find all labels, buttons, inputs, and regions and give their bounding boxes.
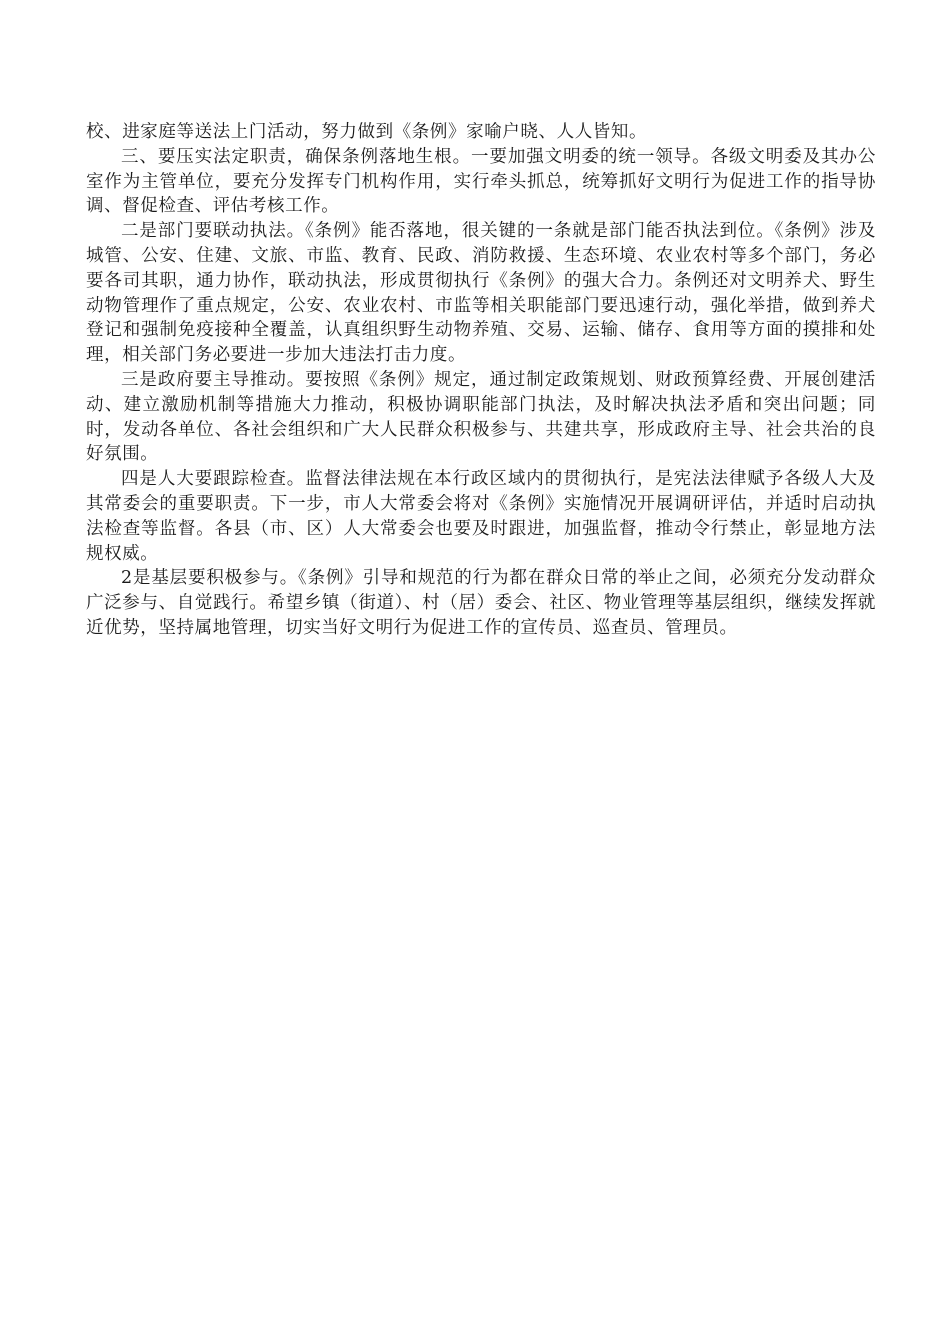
- paragraph-continuation: 校、进家庭等送法上门活动，努力做到《条例》家喻户晓、人人皆知。: [86, 122, 648, 142]
- document-body: [86, 120, 876, 641]
- paragraph-grassroots: 2是基层要积极参与。《条例》引导和规范的行为都在群众日常的举止之间，必须充分发动群众广泛参与、自觉践行。希望乡镇（街道）、村（居）委会、社区、物业管理等基层组织，继续发挥就近优势，坚持属地管理，切实当好文明行为促进工作的宣传员、巡查员、管理员。: [86, 568, 876, 638]
- paragraph-government: 三是政府要主导推动。要按照《条例》规定，通过制定政策规划、财政预算经费、开展创建活动、建立激励机制等措施大力推动，积极协调职能部门执法，及时解决执法矛盾和突出问题；同时，发动各单位、各社会组织和广大人民群众积极参与、共建共享，形成政府主导、社会共治的良好氛围。: [86, 369, 876, 465]
- paragraph-departments: 二是部门要联动执法。《条例》能否落地，很关键的一条就是部门能否执法到位。《条例》涉及城管、公安、住建、文旅、市监、教育、民政、消防救援、生态环境、农业农村等多个部门，务必要各司其职，通力协作，联动执法，形成贯彻执行《条例》的强大合力。条例还对文明养犬、野生动物管理作了重点规定，公安、农业农村、市监等相关职能部门要迅速行动，强化举措，做到养犬登记和强制免疫接种全覆盖，认真组织野生动物养殖、交易、运输、储存、食用等方面的摸排和处理，相关部门务必要进一步加大违法打击力度。: [86, 221, 876, 366]
- paragraph-congress: 四是人大要跟踪检查。监督法律法规在本行政区域内的贯彻执行，是宪法法律赋予各级人大及其常委会的重要职责。下一步，市人大常委会将对《条例》实施情况开展调研评估，并适时启动执法检查等监督。各县（市、区）人大常委会也要及时跟进，加强监督，推动令行禁止，彰显地方法规权威。: [86, 469, 876, 564]
- paragraph-section-three: 三、要压实法定职责，确保条例落地生根。一要加强文明委的统一领导。各级文明委及其办公室作为主管单位，要充分发挥专门机构作用，实行牵头抓总，统筹抓好文明行为促进工作的指导协调、督促检查、评估考核工作。: [86, 146, 876, 217]
